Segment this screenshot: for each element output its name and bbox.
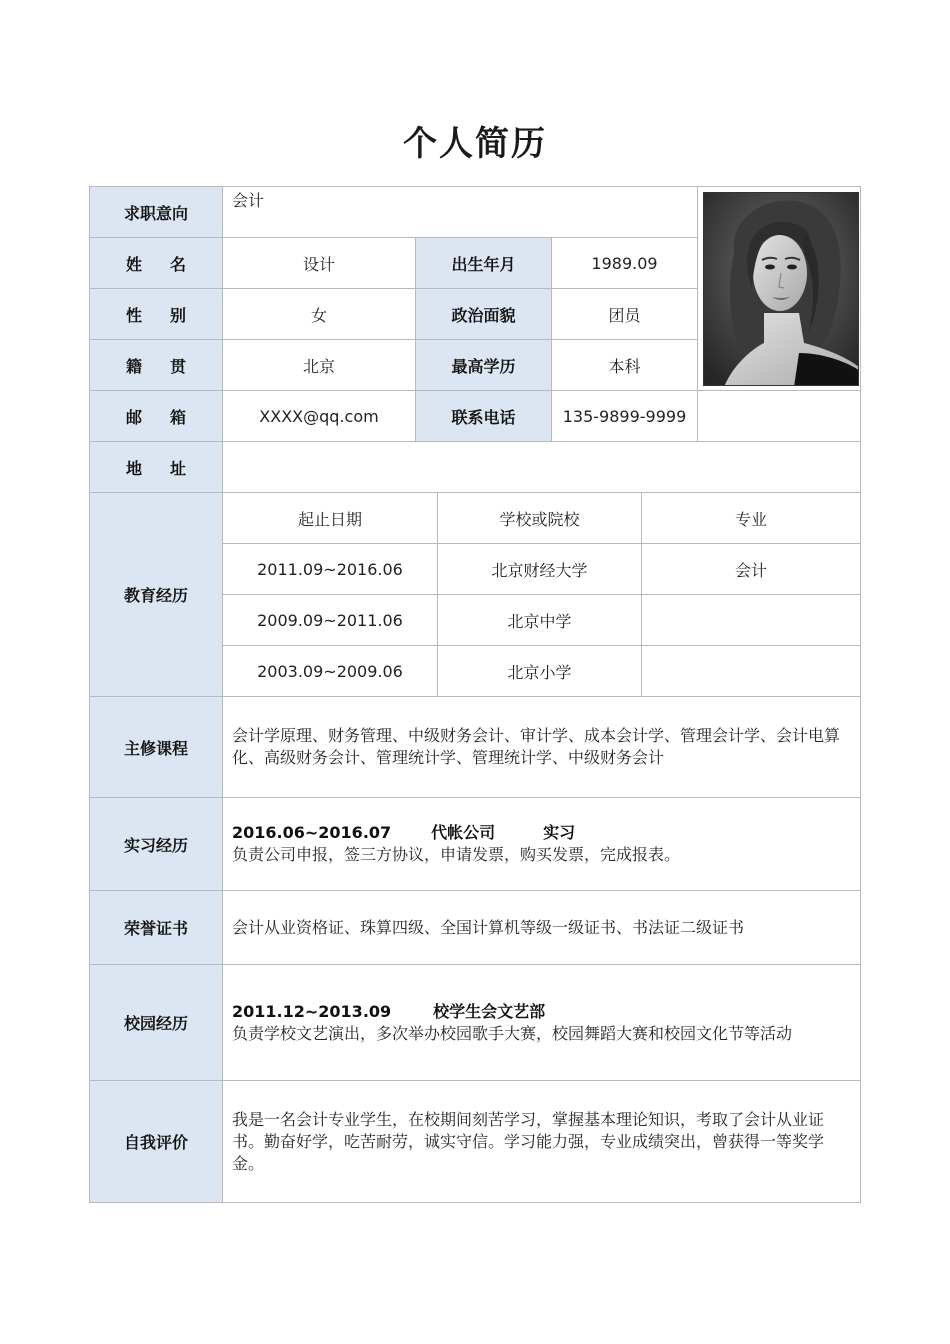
value-campus [222,964,861,1081]
value-internship [222,797,861,891]
value-intention-text: 会计 [232,191,265,210]
label-phone: 联系电话 [415,390,552,442]
label-native-text: 籍贯 [125,356,214,376]
portrait-icon [704,193,859,386]
value-phone: 135-9899-9999 [551,390,698,442]
campus-org: 校学生会文艺部 [433,1001,546,1021]
value-address [222,441,861,493]
edu-row-2-major [641,594,861,646]
value-native: 北京 [222,339,416,391]
edu-row-3-major [641,645,861,697]
edu-row-1-school: 北京财经大学 [437,543,642,595]
edu-row-3-date: 2003.09~2009.06 [222,645,438,697]
campus-desc: 负责学校文艺演出，多次举办校园歌手大赛，校园舞蹈大赛和校园文化节等活动 [232,1023,793,1043]
internship-header [232,822,854,844]
label-education: 教育经历 [89,492,223,697]
edu-row-1-date: 2011.09~2016.06 [222,543,438,595]
portrait-photo [703,192,859,386]
value-intention [222,186,698,238]
label-internship: 实习经历 [89,797,223,891]
label-political: 政治面貌 [415,288,552,340]
internship-role: 实习 [543,823,576,842]
label-courses: 主修课程 [89,696,223,798]
internship-period: 2016.06~2016.07 [232,823,392,842]
label-native [89,339,223,391]
edu-row-2-school: 北京中学 [437,594,642,646]
campus-period: 2011.12~2013.09 [232,1001,392,1021]
label-intention: 求职意向 [89,186,223,238]
value-birth: 1989.09 [551,237,698,289]
honors-text: 会计从业资格证、珠算四级、全国计算机等级一级证书、书法证二级证书 [232,917,745,937]
label-degree: 最高学历 [415,339,552,391]
label-email [89,390,223,442]
value-email: XXXX@qq.com [222,390,416,442]
value-degree: 本科 [551,339,698,391]
label-campus: 校园经历 [89,964,223,1081]
internship-company: 代帐公司 [431,823,496,842]
edu-row-3-school: 北京小学 [437,645,642,697]
page-title: 个人简历 [403,124,547,164]
internship-desc: 负责公司申报，签三方协议，申请发票，购买发票，完成报表。 [232,845,681,864]
edu-row-2-date: 2009.09~2011.06 [222,594,438,646]
edu-row-1-major: 会计 [641,543,861,595]
label-name [89,237,223,289]
label-gender [89,288,223,340]
edu-header-major: 专业 [641,492,861,544]
label-email-text: 邮箱 [125,407,214,427]
label-address [89,441,223,493]
label-self-eval: 自我评价 [89,1080,223,1203]
label-name-text: 姓名 [125,254,214,274]
label-address-text: 地址 [125,458,214,478]
campus-header [232,1001,854,1023]
value-name: 设计 [222,237,416,289]
value-political: 团员 [551,288,698,340]
label-gender-text: 性别 [125,305,214,325]
empty-cell [697,390,861,442]
self-eval-text: 我是一名会计专业学生，在校期间刻苦学习，掌握基本理论知识，考取了会计从业证书。勤奋好学，吃苦耐劳，诚实守信。学习能力强，专业成绩突出，曾获得一等奖学金。 [232,1109,825,1173]
value-gender: 女 [222,288,416,340]
value-courses [222,696,861,798]
courses-text: 会计学原理、财务管理、中级财务会计、审计学、成本会计学、管理会计学、会计电算化、高级财务会计、管理统计学、管理统计学、中级财务会计 [232,726,841,767]
edu-header-date: 起止日期 [222,492,438,544]
value-self-eval [222,1080,861,1203]
value-honors [222,890,861,965]
label-birth: 出生年月 [415,237,552,289]
edu-header-school: 学校或院校 [437,492,642,544]
label-honors: 荣誉证书 [89,890,223,965]
